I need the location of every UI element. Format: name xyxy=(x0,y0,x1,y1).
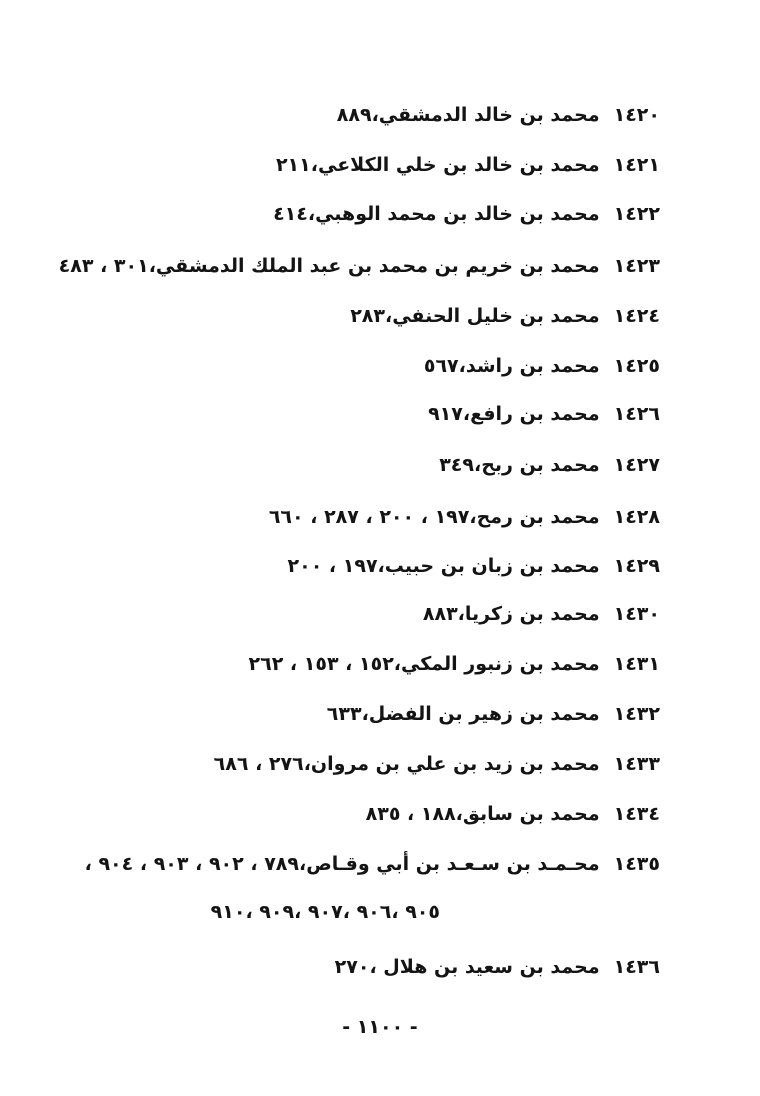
entry-pages: ٢٧٦ ، ٦٨٦ xyxy=(213,753,304,775)
entry-pages: ١٨٨ ، ٨٣٥ xyxy=(365,803,456,825)
entry-number: ١٤٢٢ xyxy=(613,203,660,225)
entry-pages: ١٥٢ ، ١٥٣ ، ٢٦٢ xyxy=(248,653,394,675)
entry-pages: ١٩٧ ، ٢٠٠ xyxy=(287,555,378,577)
entry-name: محمد بن رمح، xyxy=(469,506,600,528)
entry-pages: ٧٨٩ ، ٩٠٢ ، ٩٠٣ ، ٩٠٤ ، xyxy=(84,853,299,875)
entry-number: ١٤٣٦ xyxy=(613,956,660,978)
index-entry xyxy=(337,101,660,129)
entry-number: ١٤٣٠ xyxy=(613,603,660,625)
entry-number: ١٤٢٩ xyxy=(613,555,660,577)
entry-pages: ٥٦٧ xyxy=(423,355,459,377)
entry-pages: ٢٧٠ xyxy=(334,956,370,978)
index-entry xyxy=(269,503,660,531)
entry-number: ١٤٣٢ xyxy=(613,703,660,725)
entry-pages: ٤١٤ xyxy=(273,203,308,225)
index-entry xyxy=(327,700,660,728)
index-entry xyxy=(214,750,660,778)
entry-name: محمد بن سعيد بن هلال ، xyxy=(369,956,600,978)
entry-number: ١٤٢٤ xyxy=(613,305,660,327)
entry-name: محمد بن زنبور المكي، xyxy=(393,653,600,675)
entry-name: محمد بن خليل الحنفي، xyxy=(384,305,600,327)
index-entry xyxy=(249,650,661,678)
entry-number: ١٤٣٣ xyxy=(613,753,660,775)
entry-pages: ٣٠١ ، ٤٨٣ xyxy=(58,255,149,277)
index-entry xyxy=(424,352,660,380)
entry-pages: ٢١١ xyxy=(275,154,311,176)
index-entry xyxy=(85,850,660,878)
entry-pages: ٦٣٣ xyxy=(326,703,362,725)
entry-pages: ٨٨٩ xyxy=(336,104,372,126)
entry-number: ١٤٣١ xyxy=(613,653,660,675)
entry-name: محمد بن خالد بن خلي الكلاعي، xyxy=(310,154,600,176)
entry-pages-continuation: ٩٠٥ ،٩٠٦ ،٩٠٧ ،٩٠٩ ،٩١٠ xyxy=(210,901,440,923)
entry-number: ١٤٢١ xyxy=(613,154,660,176)
index-entry xyxy=(439,451,660,479)
entry-name: محمد بن رافع، xyxy=(462,403,600,425)
entry-number: ١٤٣٥ xyxy=(613,853,660,875)
entry-number: ١٤٢٥ xyxy=(613,355,660,377)
entry-number: ١٤٢٦ xyxy=(613,403,660,425)
entry-name: محمد بن زهير بن الفضل، xyxy=(361,703,600,725)
entry-number: ١٤٢٠ xyxy=(613,104,660,126)
entry-name: محمد بن خالد الدمشقي، xyxy=(371,104,600,126)
entry-pages: ٣٤٩ xyxy=(439,454,474,476)
entry-name: محمد بن راشد، xyxy=(458,355,600,377)
index-entry xyxy=(350,302,660,330)
index-entry xyxy=(276,151,660,179)
index-entry xyxy=(428,400,660,428)
entry-pages: ١٩٧ ، ٢٠٠ ، ٢٨٧ ، ٦٦٠ xyxy=(268,506,470,528)
entry-name: محمد بن خالد بن محمد الوهبي، xyxy=(307,203,600,225)
entry-pages: ٩١٧ xyxy=(428,403,463,425)
entry-name: محمد بن ربح، xyxy=(473,454,600,476)
entry-number: ١٤٢٨ xyxy=(613,506,660,528)
entry-pages: ٢٨٣ xyxy=(350,305,385,327)
entry-name: محمد بن زبان بن حبيب، xyxy=(377,555,600,577)
index-entry xyxy=(288,552,661,580)
index-entry xyxy=(273,200,660,228)
entry-name: محمد بن زيد بن علي بن مروان، xyxy=(303,753,600,775)
page-number: - ١١٠٠ - xyxy=(342,1016,418,1038)
entry-name: محمد بن سابق، xyxy=(455,803,600,825)
entry-name: محمد بن خريم بن محمد بن عبد الملك الدمشقي، xyxy=(148,255,600,277)
entry-number: ١٤٢٧ xyxy=(613,454,660,476)
index-entry xyxy=(423,600,660,628)
entry-number: ١٤٢٣ xyxy=(613,255,660,277)
entry-name: محـمـد بن سـعـد بن أبي وقـاص، xyxy=(299,853,600,875)
entry-number: ١٤٣٤ xyxy=(613,803,660,825)
index-entry xyxy=(59,252,660,280)
entry-pages: ٨٨٣ xyxy=(422,603,458,625)
entry-name: محمد بن زكريا، xyxy=(457,603,600,625)
index-entry xyxy=(366,800,660,828)
index-entry xyxy=(335,953,660,981)
